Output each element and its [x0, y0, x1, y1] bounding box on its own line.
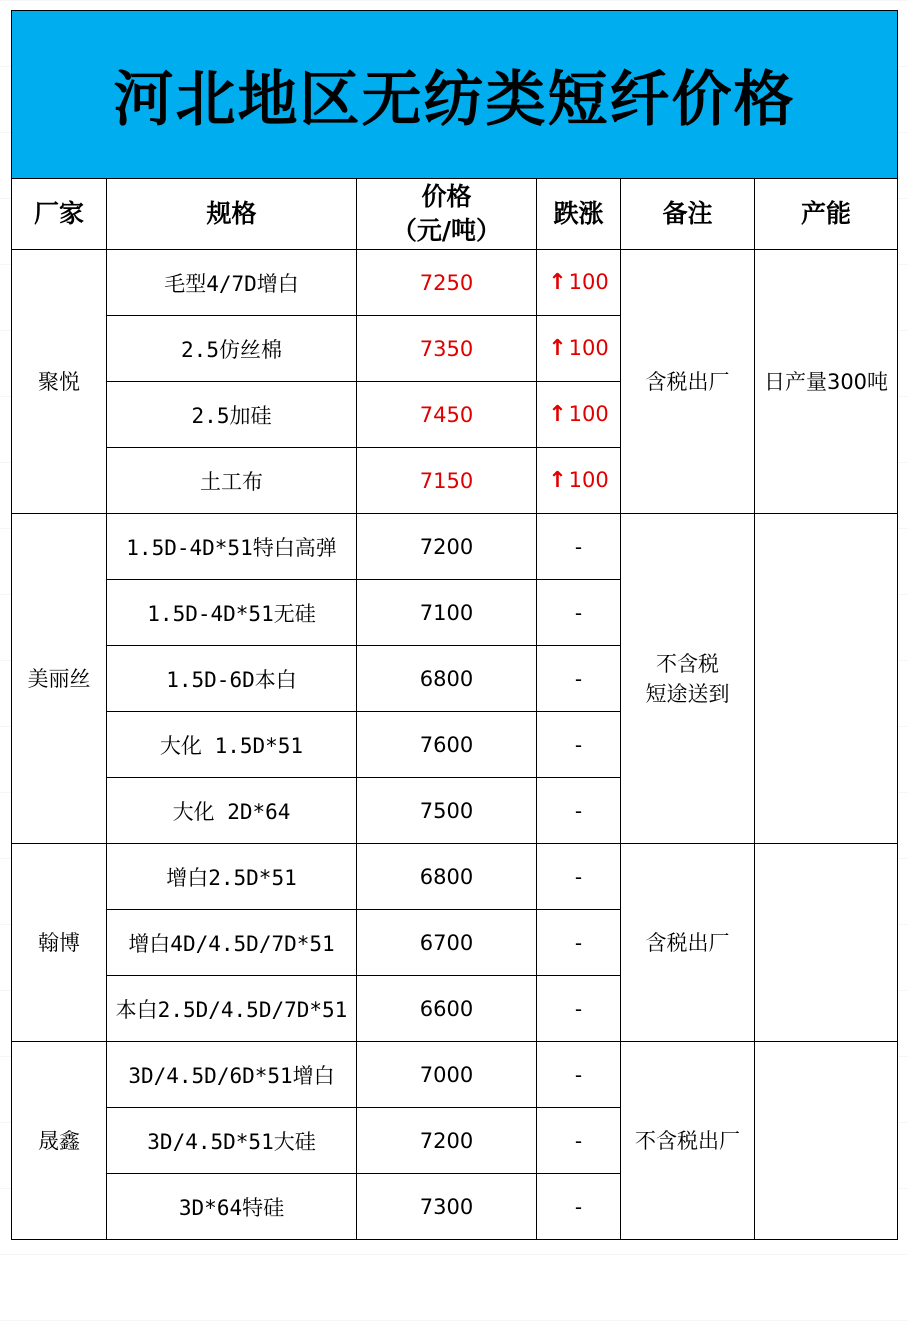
note-line: 含税出厂 — [645, 930, 730, 955]
capacity-cell: 日产量300吨 — [755, 250, 898, 514]
spec-cell: 2.5加硅 — [107, 382, 357, 448]
change-value: - — [574, 1062, 583, 1087]
note-line: 短途送到 — [645, 681, 730, 706]
price-cell: 7150 — [357, 448, 537, 514]
change-up — [548, 336, 609, 360]
price-table — [11, 10, 898, 1240]
spec-cell: 1.5D-4D*51特白高弹 — [107, 514, 357, 580]
header-price-label: 价格 — [421, 182, 472, 211]
change-up — [548, 468, 609, 492]
price-cell: 7250 — [357, 250, 537, 316]
change-cell — [537, 250, 621, 316]
arrow-up-icon: ↑ — [548, 468, 567, 493]
price-cell: 6600 — [357, 976, 537, 1042]
note-cell — [621, 514, 755, 844]
change-cell — [537, 778, 621, 844]
change-value: 100 — [568, 336, 609, 360]
arrow-up-icon: ↑ — [548, 336, 567, 361]
note-line: 含税出厂 — [645, 369, 730, 394]
note-cell — [621, 844, 755, 1042]
change-cell — [537, 712, 621, 778]
capacity-cell — [755, 844, 898, 1042]
change-up — [548, 402, 609, 426]
price-cell: 7350 — [357, 316, 537, 382]
spec-cell: 3D/4.5D*51大硅 — [107, 1108, 357, 1174]
change-value: - — [574, 1128, 583, 1153]
spec-cell: 增白4D/4.5D/7D*51 — [107, 910, 357, 976]
header-row — [12, 179, 898, 250]
change-cell — [537, 646, 621, 712]
change-cell — [537, 316, 621, 382]
change-value: - — [574, 930, 583, 955]
change-value: - — [574, 1194, 583, 1219]
change-cell — [537, 910, 621, 976]
capacity-cell — [755, 514, 898, 844]
table-row — [12, 1042, 898, 1108]
change-cell — [537, 1042, 621, 1108]
note-line: 不含税出厂 — [635, 1128, 740, 1153]
table-row — [12, 514, 898, 580]
change-value: - — [574, 864, 583, 889]
change-value: 100 — [568, 402, 609, 426]
manufacturer-cell: 美丽丝 — [12, 514, 107, 844]
header-price — [357, 179, 537, 250]
change-cell — [537, 976, 621, 1042]
price-cell: 6800 — [357, 844, 537, 910]
spec-cell: 大化 1.5D*51 — [107, 712, 357, 778]
change-value: - — [574, 600, 583, 625]
manufacturer-cell: 翰博 — [12, 844, 107, 1042]
arrow-up-icon: ↑ — [548, 270, 567, 295]
change-value: - — [574, 798, 583, 823]
page-title: 河北地区无纺类短纤价格 — [113, 64, 796, 135]
spec-cell: 大化 2D*64 — [107, 778, 357, 844]
note-cell — [621, 250, 755, 514]
price-cell: 7450 — [357, 382, 537, 448]
price-cell: 6700 — [357, 910, 537, 976]
note-line: 不含税 — [656, 651, 719, 676]
change-value: 100 — [568, 468, 609, 492]
change-value: - — [574, 534, 583, 559]
price-cell: 7200 — [357, 514, 537, 580]
table-body — [12, 250, 898, 1240]
change-up — [548, 270, 609, 294]
change-cell — [537, 382, 621, 448]
table-row — [12, 250, 898, 316]
spec-cell: 土工布 — [107, 448, 357, 514]
note-cell — [621, 1042, 755, 1240]
change-cell — [537, 580, 621, 646]
capacity-cell — [755, 1042, 898, 1240]
title-banner — [12, 11, 898, 179]
change-cell — [537, 448, 621, 514]
price-cell: 7600 — [357, 712, 537, 778]
spec-cell: 1.5D-6D本白 — [107, 646, 357, 712]
spec-cell: 毛型4/7D增白 — [107, 250, 357, 316]
spec-cell: 本白2.5D/4.5D/7D*51 — [107, 976, 357, 1042]
price-cell: 7100 — [357, 580, 537, 646]
table-row — [12, 844, 898, 910]
manufacturer-cell: 聚悦 — [12, 250, 107, 514]
spec-cell: 3D*64特硅 — [107, 1174, 357, 1240]
change-value: - — [574, 666, 583, 691]
arrow-up-icon: ↑ — [548, 402, 567, 427]
price-cell: 6800 — [357, 646, 537, 712]
header-capacity: 产能 — [755, 179, 898, 250]
change-value: - — [574, 732, 583, 757]
change-value: - — [574, 996, 583, 1021]
header-change: 跌涨 — [537, 179, 621, 250]
change-cell — [537, 844, 621, 910]
change-cell — [537, 1108, 621, 1174]
price-cell: 7200 — [357, 1108, 537, 1174]
change-cell — [537, 514, 621, 580]
price-cell: 7500 — [357, 778, 537, 844]
price-cell: 7300 — [357, 1174, 537, 1240]
spec-cell: 3D/4.5D/6D*51增白 — [107, 1042, 357, 1108]
manufacturer-cell: 晟鑫 — [12, 1042, 107, 1240]
change-value: 100 — [568, 270, 609, 294]
header-price-unit: （元/吨） — [391, 216, 502, 245]
header-spec: 规格 — [107, 179, 357, 250]
change-cell — [537, 1174, 621, 1240]
spec-cell: 2.5仿丝棉 — [107, 316, 357, 382]
price-cell: 7000 — [357, 1042, 537, 1108]
spec-cell: 增白2.5D*51 — [107, 844, 357, 910]
header-manufacturer: 厂家 — [12, 179, 107, 250]
spec-cell: 1.5D-4D*51无硅 — [107, 580, 357, 646]
header-note: 备注 — [621, 179, 755, 250]
